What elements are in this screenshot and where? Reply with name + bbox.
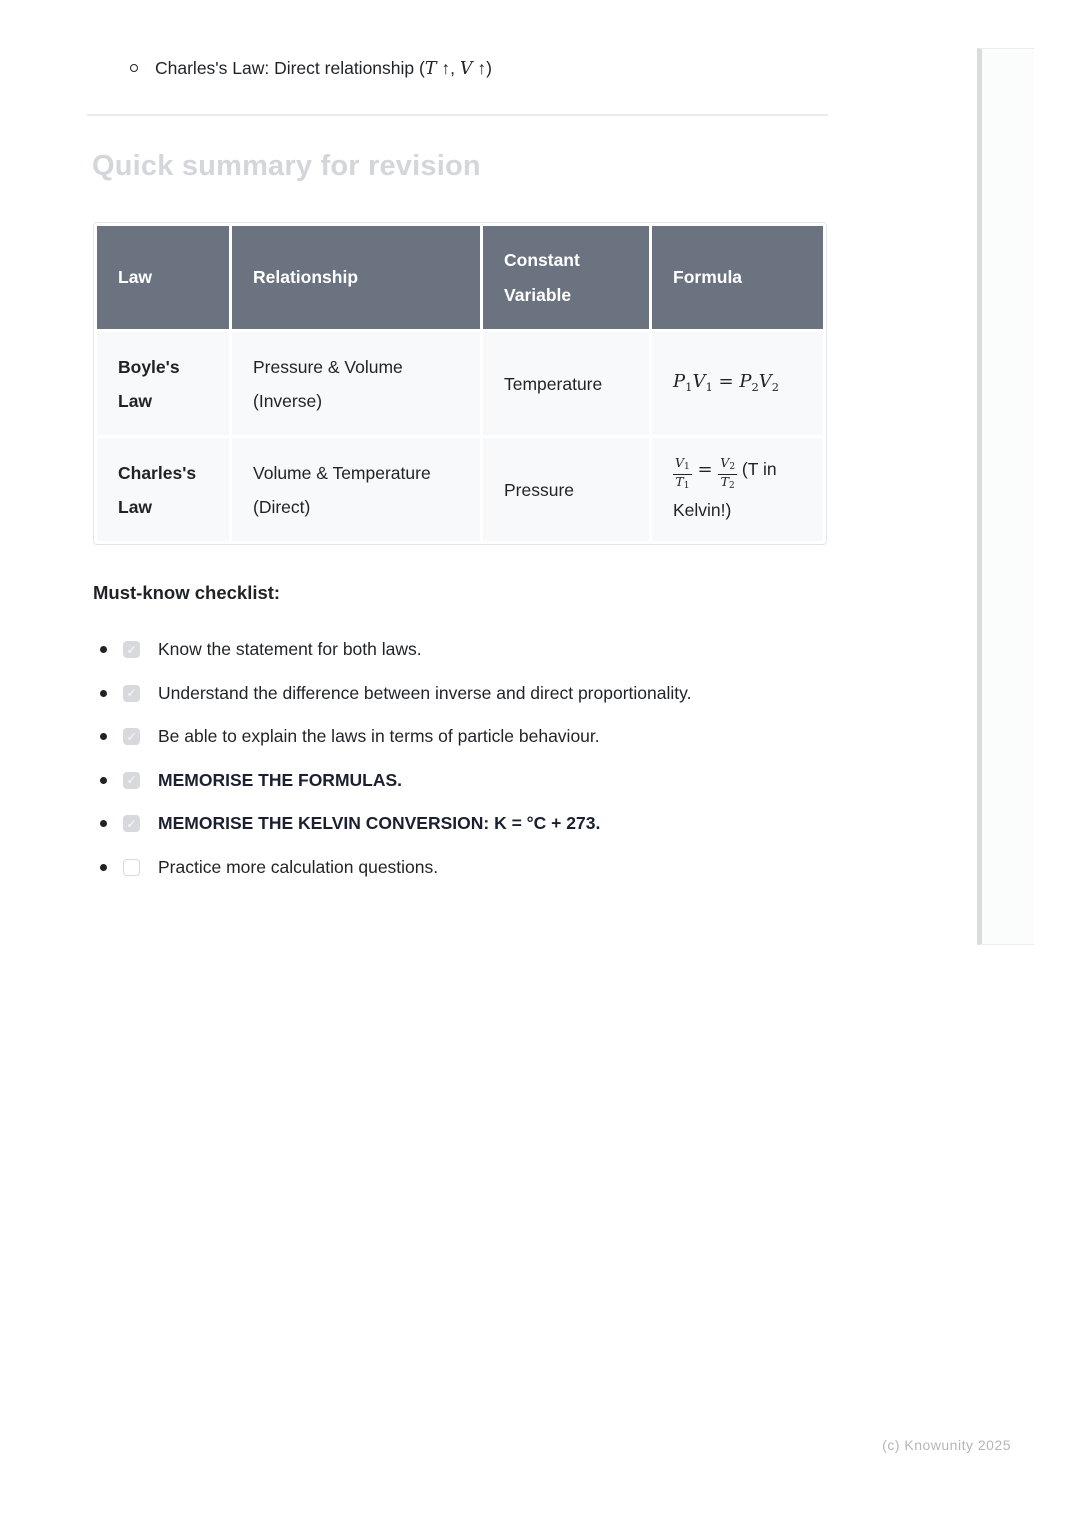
must-know-checklist	[100, 636, 691, 897]
checklist-item-label: Understand the difference between inverse and direct proportionality.	[158, 682, 692, 703]
checkbox-checked-icon	[123, 815, 140, 832]
summary-table	[93, 222, 827, 545]
cell-law: Boyle's Law	[97, 332, 229, 435]
checklist-item-label: Know the statement for both laws.	[158, 639, 422, 659]
column-header-formula: Formula	[652, 226, 823, 329]
column-header-constant-variable: Constant Variable	[483, 226, 649, 329]
checkmark-icon: ✓	[126, 642, 137, 657]
cell-constant-variable: Pressure	[483, 438, 649, 541]
bullet-icon	[100, 777, 107, 784]
bullet-icon	[100, 864, 107, 871]
checkbox-checked-icon	[123, 728, 140, 745]
boyle-formula: $P_1V_1 = P_2V_2$	[673, 370, 780, 394]
checklist-item	[100, 680, 691, 707]
circle-bullet-icon	[130, 64, 138, 72]
column-header-relationship: Relationship	[232, 226, 480, 329]
horizontal-divider	[87, 114, 828, 116]
bullet-icon	[100, 690, 107, 697]
checkbox-checked-icon	[123, 685, 140, 702]
fraction-v1-t1: $\frac{V_1}{T_1}$	[675, 455, 690, 491]
table-row-charles-law	[97, 438, 823, 541]
math-var-v: V	[459, 59, 473, 79]
note-text: Charles's Law: Direct relationship (T ↑, V ↑)	[155, 58, 492, 79]
table-row-boyles-law	[97, 332, 823, 435]
up-arrow-icon: ↑,	[436, 58, 460, 78]
checklist-item-label: Practice more calculation questions.	[158, 856, 439, 877]
cell-law: Charles's Law	[97, 438, 229, 541]
kelvin-note: (T in Kelvin!)	[673, 459, 777, 520]
checklist-item	[100, 723, 691, 750]
cell-relationship: Volume & Temperature (Direct)	[232, 438, 480, 541]
bullet-icon	[100, 733, 107, 740]
checklist-item	[100, 810, 691, 837]
checkmark-icon: ✓	[126, 686, 137, 700]
copyright-text: (c) Knowunity 2025	[882, 1437, 1011, 1453]
column-header-law: Law	[97, 226, 229, 329]
checkbox-unchecked-icon	[123, 859, 140, 876]
list-item-charles-law	[130, 56, 492, 82]
checklist-item	[100, 854, 691, 881]
cell-formula	[652, 438, 823, 541]
checklist-item-label: MEMORISE THE FORMULAS.	[158, 769, 403, 790]
checkbox-checked-icon	[123, 641, 140, 658]
checkbox-checked-icon	[123, 772, 140, 789]
math-var-t: T	[424, 59, 437, 79]
cell-constant-variable: Temperature	[483, 332, 649, 435]
checkmark-icon: ✓	[126, 816, 137, 831]
page-title: Quick summary for revision	[92, 150, 481, 182]
table-header-row	[97, 226, 823, 329]
checklist-item-label: Be able to explain the laws in terms of particle behaviour.	[158, 726, 600, 746]
bullet-icon	[100, 646, 107, 653]
up-arrow-icon: ↑	[472, 58, 487, 78]
charles-formula: $\frac{V_1}{T_1}$ = $\frac{V_2}{T_2}$ (T in Kelvin!)	[673, 455, 777, 520]
fraction-v2-t2: $\frac{V_2}{T_2}$	[720, 455, 736, 491]
scrollbar-track[interactable]	[977, 48, 1034, 945]
checklist-title: Must-know checklist:	[93, 582, 281, 603]
cell-formula	[652, 332, 823, 435]
bullet-icon	[100, 820, 107, 827]
checkmark-icon: ✓	[126, 773, 137, 787]
checklist-item	[100, 636, 691, 663]
checklist-item-label: MEMORISE THE KELVIN CONVERSION: K = °C + 273.	[158, 813, 601, 833]
checklist-item	[100, 767, 691, 794]
checkmark-icon: ✓	[126, 729, 137, 744]
cell-relationship: Pressure & Volume (Inverse)	[232, 332, 480, 435]
